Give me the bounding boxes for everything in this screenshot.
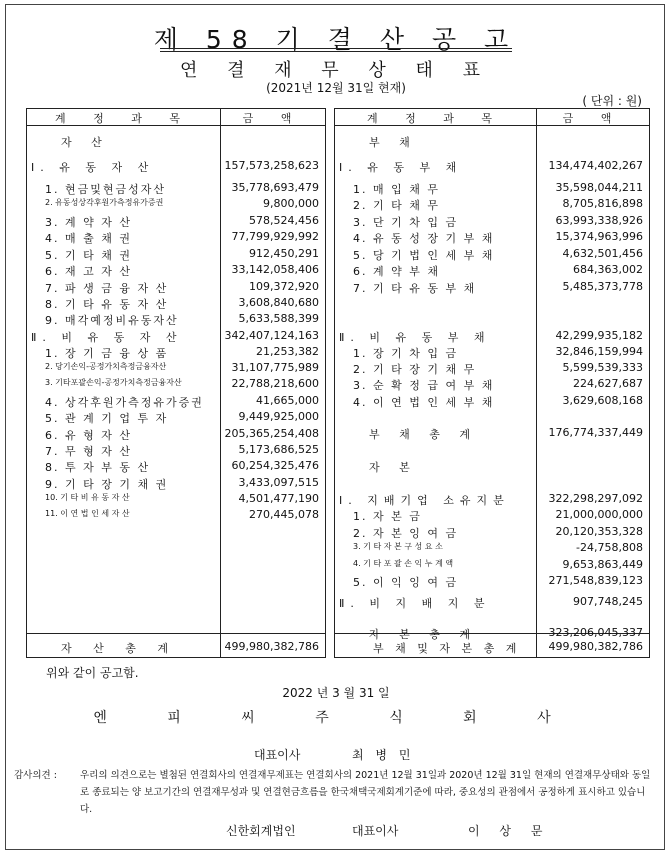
account-amount: 15,374,963,996 [555,230,643,243]
account-name: Ⅱ. 비 유 동 부 채 [339,331,491,344]
account-amount: 9,449,925,000 [238,410,319,423]
account-name: 9. 기 타 장 기 채 권 [45,478,169,491]
account-amount: 35,598,044,211 [555,181,643,194]
account-amount: 224,627,687 [573,377,643,390]
account-name: Ⅱ. 비 유 동 자 산 [31,331,183,344]
account-name: 7. 파 생 금 융 자 산 [45,282,169,295]
account-amount: 3,608,840,680 [238,296,319,309]
account-amount: 63,993,338,926 [555,214,643,227]
account-name: 4. 기 타 포 괄 손 익 누 계 액 [353,559,454,568]
notice-title: 제 58 기 결 산 공 고 [153,25,519,54]
audit-text: 우리의 의견으로는 별첨된 연결회사의 연결재무제표는 연결회사의 2021년 12월 31일과 2020년 12월 31일 현재의 연결재무상태와 동일로 종료되는 양 보고기간의 연결재무성과 및 연결현금흐름을 한국채택국제회계기준에 따라, 중요성의 관점에서 공정하게 표시하고 있습니다. [80,770,651,815]
account-amount: 5,599,539,333 [562,361,643,374]
account-amount: 9,800,000 [263,197,319,210]
account-name: 3. 기타포괄손익-공정가치측정금융자산 [45,378,182,387]
account-amount: 322,298,297,092 [548,492,643,505]
account-amount: 60,254,325,476 [231,459,319,472]
account-amount: 912,450,291 [249,247,319,260]
account-amount: 41,665,000 [256,394,319,407]
account-amount: 5,633,588,399 [238,312,319,325]
account-name: 4. 유 동 성 장 기 부 채 [353,232,495,245]
account-amount: 323,206,045,337 [548,626,643,639]
account-name: 1. 현금및현금성자산 [45,183,166,196]
liabilities-header-amount: 금 액 [562,112,624,125]
account-amount: -24,758,808 [576,541,643,554]
account-amount: 31,107,775,989 [231,361,319,374]
account-name: 6. 재 고 자 산 [45,265,132,278]
account-amount: 21,253,382 [256,345,319,358]
account-amount: 20,120,353,328 [555,525,643,538]
account-name: 7. 기 타 유 동 부 채 [353,282,477,295]
account-amount: 271,548,839,123 [548,574,643,587]
auditor-ceo-name: 이 상 문 [468,824,551,838]
announce-date: 2022 년 3 월 31 일 [282,686,390,700]
account-amount: 176,774,337,449 [548,426,643,439]
account-amount: 77,799,929,992 [231,230,319,243]
account-amount: 8,705,816,898 [562,197,643,210]
liab-equity-total-amount: 499,980,382,786 [548,640,643,653]
account-amount: 907,748,245 [573,595,643,608]
account-name: 8. 투 자 부 동 산 [45,461,151,474]
account-name: 2. 자 본 잉 여 금 [353,527,459,540]
account-name: 2. 유동성상각후원가측정유가증권 [45,198,164,207]
liabilities-table [334,108,650,658]
account-amount: 42,299,935,182 [555,329,643,342]
account-name: 4. 이 연 법 인 세 부 채 [353,396,495,409]
account-amount: 109,372,920 [249,280,319,293]
auditor-name: 신한회계법인 [226,824,296,838]
account-name: 6. 계 약 부 채 [353,265,440,278]
ceo-title: 대표이사 [254,748,301,762]
account-name: 부 채 [369,136,418,149]
account-name: Ⅰ. 유 동 부 채 [339,161,463,174]
assets-header-amount: 금 액 [242,112,304,125]
account-amount: 5,173,686,525 [238,443,319,456]
assets-table [26,108,326,658]
account-name: 6. 유 형 자 산 [45,429,132,442]
account-amount: 3,629,608,168 [562,394,643,407]
account-amount: 22,788,218,600 [231,377,319,390]
account-name: 9. 매각예정비유동자산 [45,314,179,327]
account-name: 1. 자 본 금 [353,510,422,523]
account-name: 자 산 [61,136,110,149]
account-name: 2. 기 타 채 무 [353,199,440,212]
account-name: 3. 순 확 정 급 여 부 채 [353,379,495,392]
account-name: 10. 기 타 비 유 동 자 산 [45,493,130,502]
account-name: 2. 기 타 장 기 채 무 [353,363,477,376]
account-amount: 5,485,373,778 [562,280,643,293]
statement-date: (2021년 12월 31일 현재) [266,81,406,95]
unit-label: ( 단위 : 원) [582,94,642,108]
account-name: Ⅱ. 비 지 배 지 분 [339,597,491,610]
audit-label: 감사의견 : [14,770,57,781]
account-amount: 684,363,002 [573,263,643,276]
account-name: 3. 단 기 차 입 금 [353,216,459,229]
account-name: 3. 기 타 자 본 구 성 요 소 [353,542,443,551]
account-name: 1. 장 기 차 입 금 [353,347,459,360]
account-amount: 157,573,258,623 [224,159,319,172]
account-amount: 134,474,402,267 [548,159,643,172]
account-name: 5. 당 기 법 인 세 부 채 [353,249,495,262]
account-amount: 205,365,254,408 [224,427,319,440]
company-name: 엔 피 씨 주 식 회 사 [93,710,579,726]
account-amount: 4,632,501,456 [562,247,643,260]
account-name: 5. 기 타 채 권 [45,249,132,262]
title-underline-2 [160,51,512,52]
account-amount: 21,000,000,000 [555,508,643,521]
account-amount: 270,445,078 [249,508,319,521]
account-name: 1. 매 입 채 무 [353,183,440,196]
account-amount: 32,846,159,994 [555,345,643,358]
account-name: 8. 기 타 유 동 자 산 [45,298,169,311]
account-amount: 33,142,058,406 [231,263,319,276]
account-name: 7. 무 형 자 산 [45,445,132,458]
account-name: 5. 관 계 기 업 투 자 [45,412,169,425]
account-amount: 578,524,456 [249,214,319,227]
assets-total-amount: 499,980,382,786 [224,640,319,653]
account-name: 5. 이 익 잉 여 금 [353,576,459,589]
account-amount: 9,653,863,449 [562,558,643,571]
account-name: 4. 매 출 채 권 [45,232,132,245]
auditor-ceo-title: 대표이사 [352,824,399,838]
account-name: 1. 장 기 금 융 상 품 [45,347,169,360]
assets-header-account: 계 정 과 목 [55,112,192,125]
account-amount: 35,778,693,479 [231,181,319,194]
account-amount: 3,433,097,515 [238,476,319,489]
statement-title: 연 결 재 무 상 태 표 [179,60,493,81]
account-name: 2. 당기손익-공정가치측정금융자산 [45,362,167,371]
account-name: Ⅰ. 유 동 자 산 [31,161,155,174]
account-name: 3. 계 약 자 산 [45,216,132,229]
liab-equity-total-label: 부 채 및 자 본 총 계 [373,642,521,655]
audit-opinion [14,767,654,815]
account-name: 11. 이 연 법 인 세 자 산 [45,509,130,518]
account-name: 자 본 총 계 [369,628,478,641]
ceo-name: 최 병 민 [352,748,415,762]
title-underline [160,48,512,49]
account-name: 4. 상각후원가측정유가증권 [45,396,204,409]
notice-text: 위와 같이 공고함. [46,666,139,680]
account-amount: 342,407,124,163 [224,329,319,342]
account-name: Ⅰ. 지배기업 소유지분 [339,494,510,507]
account-amount: 4,501,477,190 [238,492,319,505]
account-name: 부 채 총 계 [369,428,478,441]
liabilities-header-account: 계 정 과 목 [367,112,504,125]
account-name: 자 본 [369,461,418,474]
assets-total-label: 자 산 총 계 [61,642,177,655]
